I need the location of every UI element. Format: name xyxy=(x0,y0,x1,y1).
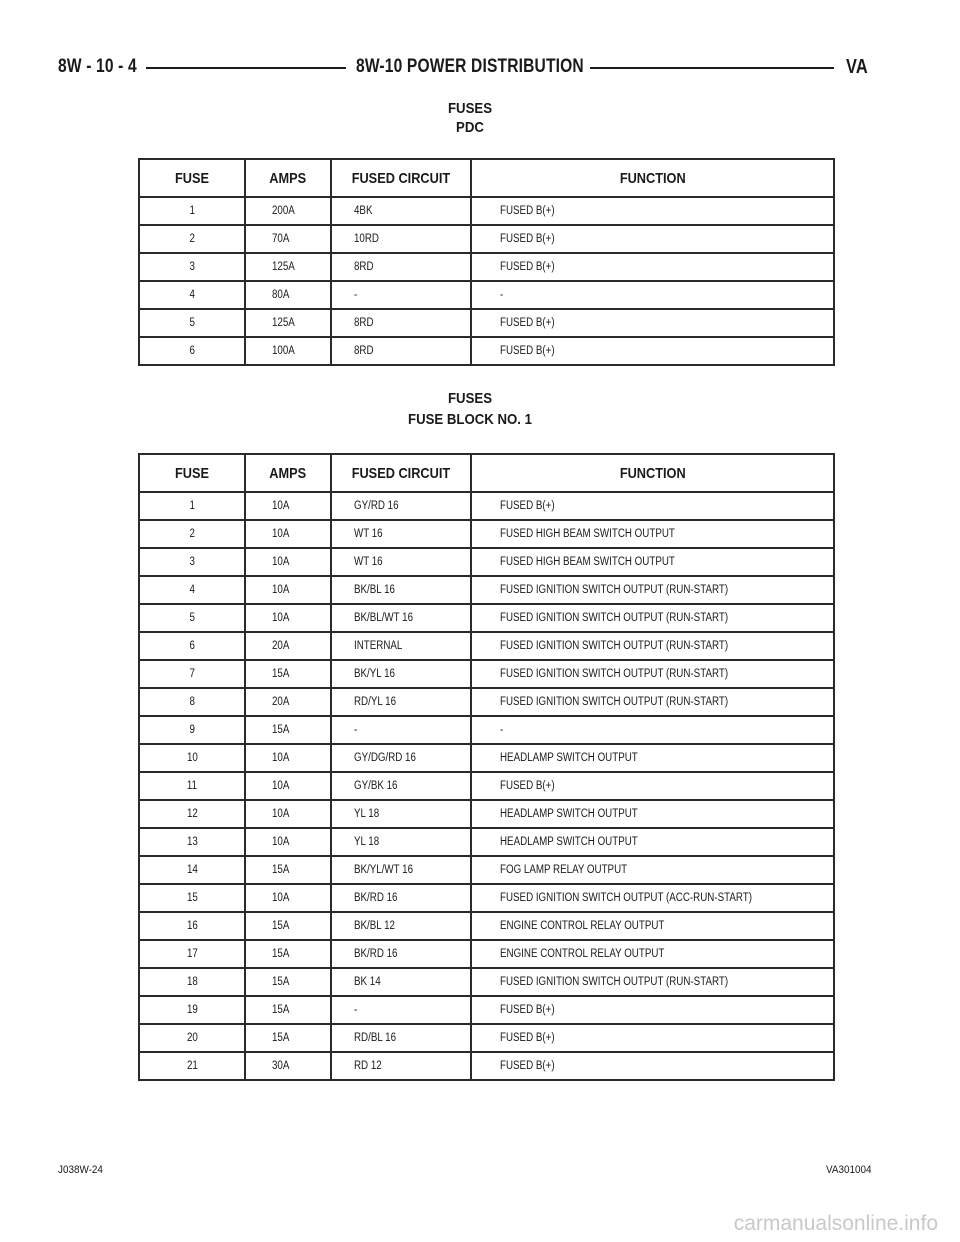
function-cell: HEADLAMP SWITCH OUTPUT xyxy=(471,800,834,828)
column-header-function: FUNCTION xyxy=(471,159,834,197)
header-rule-left xyxy=(146,67,346,69)
section-title: 8W-10 POWER DISTRIBUTION xyxy=(356,56,584,77)
header-rule-right xyxy=(590,67,834,69)
fuse-number-cell: 12 xyxy=(139,800,245,828)
fused-circuit-cell: YL 18 xyxy=(331,828,471,856)
fuse-number-cell: 9 xyxy=(139,716,245,744)
fuse-number-cell: 1 xyxy=(139,492,245,520)
amps-cell: 10A xyxy=(245,884,331,912)
function-cell: FUSED B(+) xyxy=(471,253,834,281)
column-header-fuse: FUSE xyxy=(139,159,245,197)
table-row xyxy=(139,604,834,632)
fuse-number-cell: 1 xyxy=(139,197,245,225)
table-row xyxy=(139,744,834,772)
function-cell: - xyxy=(471,716,834,744)
table-row xyxy=(139,492,834,520)
table-row xyxy=(139,800,834,828)
amps-cell: 15A xyxy=(245,912,331,940)
fused-circuit-cell: RD 12 xyxy=(331,1052,471,1080)
amps-cell: 200A xyxy=(245,197,331,225)
amps-cell: 15A xyxy=(245,996,331,1024)
amps-cell: 20A xyxy=(245,688,331,716)
table-header-row xyxy=(139,454,834,492)
fused-circuit-cell: - xyxy=(331,996,471,1024)
amps-cell: 15A xyxy=(245,856,331,884)
table-row xyxy=(139,576,834,604)
pdc-title-line2: PDC xyxy=(456,119,484,136)
watermark: carmanualsonline.info xyxy=(733,1212,938,1235)
amps-cell: 15A xyxy=(245,940,331,968)
fused-circuit-cell: BK/YL/WT 16 xyxy=(331,856,471,884)
fuse-number-cell: 3 xyxy=(139,548,245,576)
fuse-number-cell: 10 xyxy=(139,744,245,772)
fused-circuit-cell: - xyxy=(331,716,471,744)
function-cell: FUSED IGNITION SWITCH OUTPUT (RUN-START) xyxy=(471,604,834,632)
function-cell: FUSED B(+) xyxy=(471,772,834,800)
fused-circuit-cell: INTERNAL xyxy=(331,632,471,660)
fused-circuit-cell: GY/RD 16 xyxy=(331,492,471,520)
fuse-number-cell: 8 xyxy=(139,688,245,716)
fuse-block-title-line2: FUSE BLOCK NO. 1 xyxy=(408,411,532,428)
function-cell: FUSED B(+) xyxy=(471,996,834,1024)
fuse-number-cell: 20 xyxy=(139,1024,245,1052)
fuse-number-cell: 2 xyxy=(139,225,245,253)
table-row xyxy=(139,197,834,225)
page-reference: 8W - 10 - 4 xyxy=(58,56,137,77)
fuse-block-title-line1: FUSES xyxy=(447,390,492,407)
table-row xyxy=(139,716,834,744)
fused-circuit-cell: 8RD xyxy=(331,337,471,365)
table-row xyxy=(139,309,834,337)
column-header-fused-circuit: FUSED CIRCUIT xyxy=(331,159,471,197)
table-row xyxy=(139,996,834,1024)
figure-code-left: J038W-24 xyxy=(58,1164,103,1176)
function-cell: ENGINE CONTROL RELAY OUTPUT xyxy=(471,912,834,940)
table-row xyxy=(139,1052,834,1080)
fuse-number-cell: 6 xyxy=(139,632,245,660)
table-row xyxy=(139,548,834,576)
amps-cell: 10A xyxy=(245,576,331,604)
function-cell: FUSED IGNITION SWITCH OUTPUT (RUN-START) xyxy=(471,968,834,996)
function-cell: FUSED B(+) xyxy=(471,1024,834,1052)
function-cell: FUSED IGNITION SWITCH OUTPUT (ACC-RUN-START) xyxy=(471,884,834,912)
function-cell: FUSED B(+) xyxy=(471,492,834,520)
fused-circuit-cell: - xyxy=(331,281,471,309)
table-header-row xyxy=(139,159,834,197)
table-row xyxy=(139,772,834,800)
amps-cell: 10A xyxy=(245,548,331,576)
amps-cell: 20A xyxy=(245,632,331,660)
fuse-number-cell: 5 xyxy=(139,309,245,337)
amps-cell: 10A xyxy=(245,492,331,520)
function-cell: FUSED IGNITION SWITCH OUTPUT (RUN-START) xyxy=(471,576,834,604)
fuse-number-cell: 4 xyxy=(139,281,245,309)
function-cell: FUSED B(+) xyxy=(471,337,834,365)
function-cell: FUSED B(+) xyxy=(471,1052,834,1080)
pdc-fuse-table xyxy=(138,158,835,366)
amps-cell: 80A xyxy=(245,281,331,309)
fuse-number-cell: 11 xyxy=(139,772,245,800)
fused-circuit-cell: RD/YL 16 xyxy=(331,688,471,716)
fuse-number-cell: 7 xyxy=(139,660,245,688)
fuse-number-cell: 18 xyxy=(139,968,245,996)
amps-cell: 30A xyxy=(245,1052,331,1080)
table-row xyxy=(139,688,834,716)
fused-circuit-cell: GY/BK 16 xyxy=(331,772,471,800)
fused-circuit-cell: WT 16 xyxy=(331,548,471,576)
amps-cell: 10A xyxy=(245,604,331,632)
fused-circuit-cell: 8RD xyxy=(331,253,471,281)
column-header-amps: AMPS xyxy=(245,159,331,197)
fused-circuit-cell: BK/RD 16 xyxy=(331,884,471,912)
table-row xyxy=(139,856,834,884)
amps-cell: 10A xyxy=(245,828,331,856)
column-header-fused-circuit: FUSED CIRCUIT xyxy=(331,454,471,492)
fuse-number-cell: 2 xyxy=(139,520,245,548)
table-row xyxy=(139,520,834,548)
fused-circuit-cell: BK/BL 16 xyxy=(331,576,471,604)
function-cell: FUSED B(+) xyxy=(471,309,834,337)
function-cell: HEADLAMP SWITCH OUTPUT xyxy=(471,828,834,856)
function-cell: FOG LAMP RELAY OUTPUT xyxy=(471,856,834,884)
function-cell: HEADLAMP SWITCH OUTPUT xyxy=(471,744,834,772)
fused-circuit-cell: BK/BL/WT 16 xyxy=(331,604,471,632)
fused-circuit-cell: BK 14 xyxy=(331,968,471,996)
fuse-number-cell: 17 xyxy=(139,940,245,968)
column-header-fuse: FUSE xyxy=(139,454,245,492)
function-cell: - xyxy=(471,281,834,309)
table-row xyxy=(139,281,834,309)
fused-circuit-cell: RD/BL 16 xyxy=(331,1024,471,1052)
fuse-number-cell: 5 xyxy=(139,604,245,632)
model-code: VA xyxy=(846,56,868,78)
column-header-amps: AMPS xyxy=(245,454,331,492)
table-row xyxy=(139,828,834,856)
function-cell: FUSED IGNITION SWITCH OUTPUT (RUN-START) xyxy=(471,660,834,688)
pdc-title-line1: FUSES xyxy=(447,100,492,117)
table-row xyxy=(139,225,834,253)
fuse-number-cell: 6 xyxy=(139,337,245,365)
fused-circuit-cell: BK/RD 16 xyxy=(331,940,471,968)
table-row xyxy=(139,1024,834,1052)
amps-cell: 10A xyxy=(245,744,331,772)
function-cell: FUSED B(+) xyxy=(471,225,834,253)
amps-cell: 15A xyxy=(245,716,331,744)
table-row xyxy=(139,884,834,912)
fused-circuit-cell: BK/YL 16 xyxy=(331,660,471,688)
fuse-number-cell: 15 xyxy=(139,884,245,912)
table-row xyxy=(139,253,834,281)
fuse-number-cell: 16 xyxy=(139,912,245,940)
table-row xyxy=(139,940,834,968)
fused-circuit-cell: 8RD xyxy=(331,309,471,337)
function-cell: FUSED IGNITION SWITCH OUTPUT (RUN-START) xyxy=(471,632,834,660)
fuse-number-cell: 14 xyxy=(139,856,245,884)
fused-circuit-cell: YL 18 xyxy=(331,800,471,828)
column-header-function: FUNCTION xyxy=(471,454,834,492)
figure-code-right: VA301004 xyxy=(826,1164,872,1176)
table-row xyxy=(139,632,834,660)
function-cell: FUSED B(+) xyxy=(471,197,834,225)
amps-cell: 15A xyxy=(245,968,331,996)
fuse-number-cell: 13 xyxy=(139,828,245,856)
amps-cell: 125A xyxy=(245,309,331,337)
function-cell: ENGINE CONTROL RELAY OUTPUT xyxy=(471,940,834,968)
amps-cell: 100A xyxy=(245,337,331,365)
function-cell: FUSED IGNITION SWITCH OUTPUT (RUN-START) xyxy=(471,688,834,716)
fused-circuit-cell: GY/DG/RD 16 xyxy=(331,744,471,772)
amps-cell: 10A xyxy=(245,772,331,800)
amps-cell: 15A xyxy=(245,1024,331,1052)
amps-cell: 10A xyxy=(245,800,331,828)
amps-cell: 10A xyxy=(245,520,331,548)
fused-circuit-cell: 4BK xyxy=(331,197,471,225)
function-cell: FUSED HIGH BEAM SWITCH OUTPUT xyxy=(471,520,834,548)
amps-cell: 15A xyxy=(245,660,331,688)
fuse-number-cell: 19 xyxy=(139,996,245,1024)
fused-circuit-cell: BK/BL 12 xyxy=(331,912,471,940)
table-row xyxy=(139,660,834,688)
table-row xyxy=(139,337,834,365)
fused-circuit-cell: 10RD xyxy=(331,225,471,253)
fuse-number-cell: 3 xyxy=(139,253,245,281)
fuse-number-cell: 4 xyxy=(139,576,245,604)
fuse-number-cell: 21 xyxy=(139,1052,245,1080)
amps-cell: 125A xyxy=(245,253,331,281)
amps-cell: 70A xyxy=(245,225,331,253)
function-cell: FUSED HIGH BEAM SWITCH OUTPUT xyxy=(471,548,834,576)
fused-circuit-cell: WT 16 xyxy=(331,520,471,548)
fuse-block-table xyxy=(138,453,835,1081)
table-row xyxy=(139,912,834,940)
table-row xyxy=(139,968,834,996)
